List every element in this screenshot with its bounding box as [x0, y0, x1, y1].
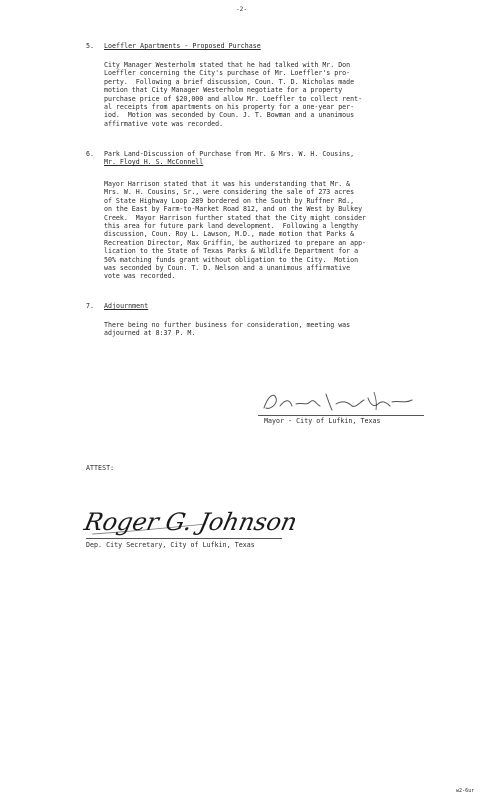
body-line: was seconded by Coun. T. D. Nelson and a unanimous affirmative: [104, 263, 351, 272]
body-line: this area for future park land development. Following a lengthy: [104, 221, 359, 230]
corner-mark: w2-6ur: [456, 788, 475, 794]
section-6-number: 6.: [86, 150, 95, 158]
body-line: affirmative vote was recorded.: [104, 119, 224, 128]
body-line: Mayor Harrison stated that it was his understanding that Mr. &: [104, 180, 351, 188]
body-line: on the East by Farm-to-Market Road 812, and on the West by Bulkey: [104, 205, 363, 214]
body-line: motion that City Manager Westerholm negotiate for a property: [104, 86, 343, 95]
body-line: adjourned at 8:37 P. M.: [104, 329, 196, 338]
section-5-number: 5.: [86, 42, 95, 50]
section-6-heading: [104, 150, 354, 167]
secretary-signature: [81, 498, 300, 542]
heading-line: Mr. Floyd H. S. McConnell: [104, 158, 204, 167]
section-5-heading: Loeffler Apartments - Proposed Purchase: [104, 42, 261, 50]
mayor-signature-caption: Mayor - City of Lufkin, Texas: [264, 417, 381, 425]
section-7-body: [104, 321, 350, 338]
body-line: perty. Following a brief discussion, Coun. T. D. Nicholas made: [104, 77, 355, 86]
page-number: -2-: [236, 6, 247, 13]
body-line: 50% matching funds grant without obligation to the City. Motion: [104, 255, 359, 264]
body-line: Recreation Director, Max Griffin, be authorized to prepare an app-: [104, 238, 367, 247]
body-line: purchase price of $20,000 and allow Mr. Loeffler to collect rent-: [104, 94, 363, 103]
body-line: discussion, Coun. Roy L. Lawson, M.D., made motion that Parks &: [104, 230, 355, 239]
body-line: Mrs. W. H. Cousins, Sr., were considering the sale of 273 acres: [104, 188, 355, 197]
body-line: vote was recorded.: [104, 272, 176, 281]
body-line: al receipts from apartments on his property for a one-year per-: [104, 102, 355, 111]
body-line: of State Highway Loop 289 bordered on the South by Ruffner Rd.,: [104, 196, 355, 205]
secretary-signature-line: [86, 538, 282, 539]
secretary-signature-text: Roger G. Johnson: [81, 507, 300, 536]
heading-line: Park Land-Discussion of Purchase from Mr. & Mrs. W. H. Cousins,: [104, 150, 355, 158]
body-line: iod. Motion was seconded by Coun. J. T. Bowman and a unanimous: [104, 111, 355, 120]
attest-label: ATTEST:: [86, 464, 115, 472]
section-5-body: [104, 61, 362, 128]
body-line: Loeffler concerning the City's purchase of Mr. Loeffler's pro-: [104, 69, 351, 78]
body-line: lication to the State of Texas Parks & Wildlife Department for a: [104, 247, 359, 256]
mayor-signature-line: [258, 415, 424, 416]
body-line: There being no further business for consideration, meeting was: [104, 321, 351, 329]
section-7-heading: Adjournment: [104, 302, 149, 310]
mayor-signature: [256, 388, 426, 416]
section-7-number: 7.: [86, 302, 95, 310]
body-line: City Manager Westerholm stated that he had talked with Mr. Don: [104, 61, 351, 69]
section-6-body: [104, 180, 366, 281]
body-line: Creek. Mayor Harrison further stated that the City might consider: [104, 213, 367, 222]
secretary-caption: Dep. City Secretary, City of Lufkin, Texas: [86, 541, 255, 549]
